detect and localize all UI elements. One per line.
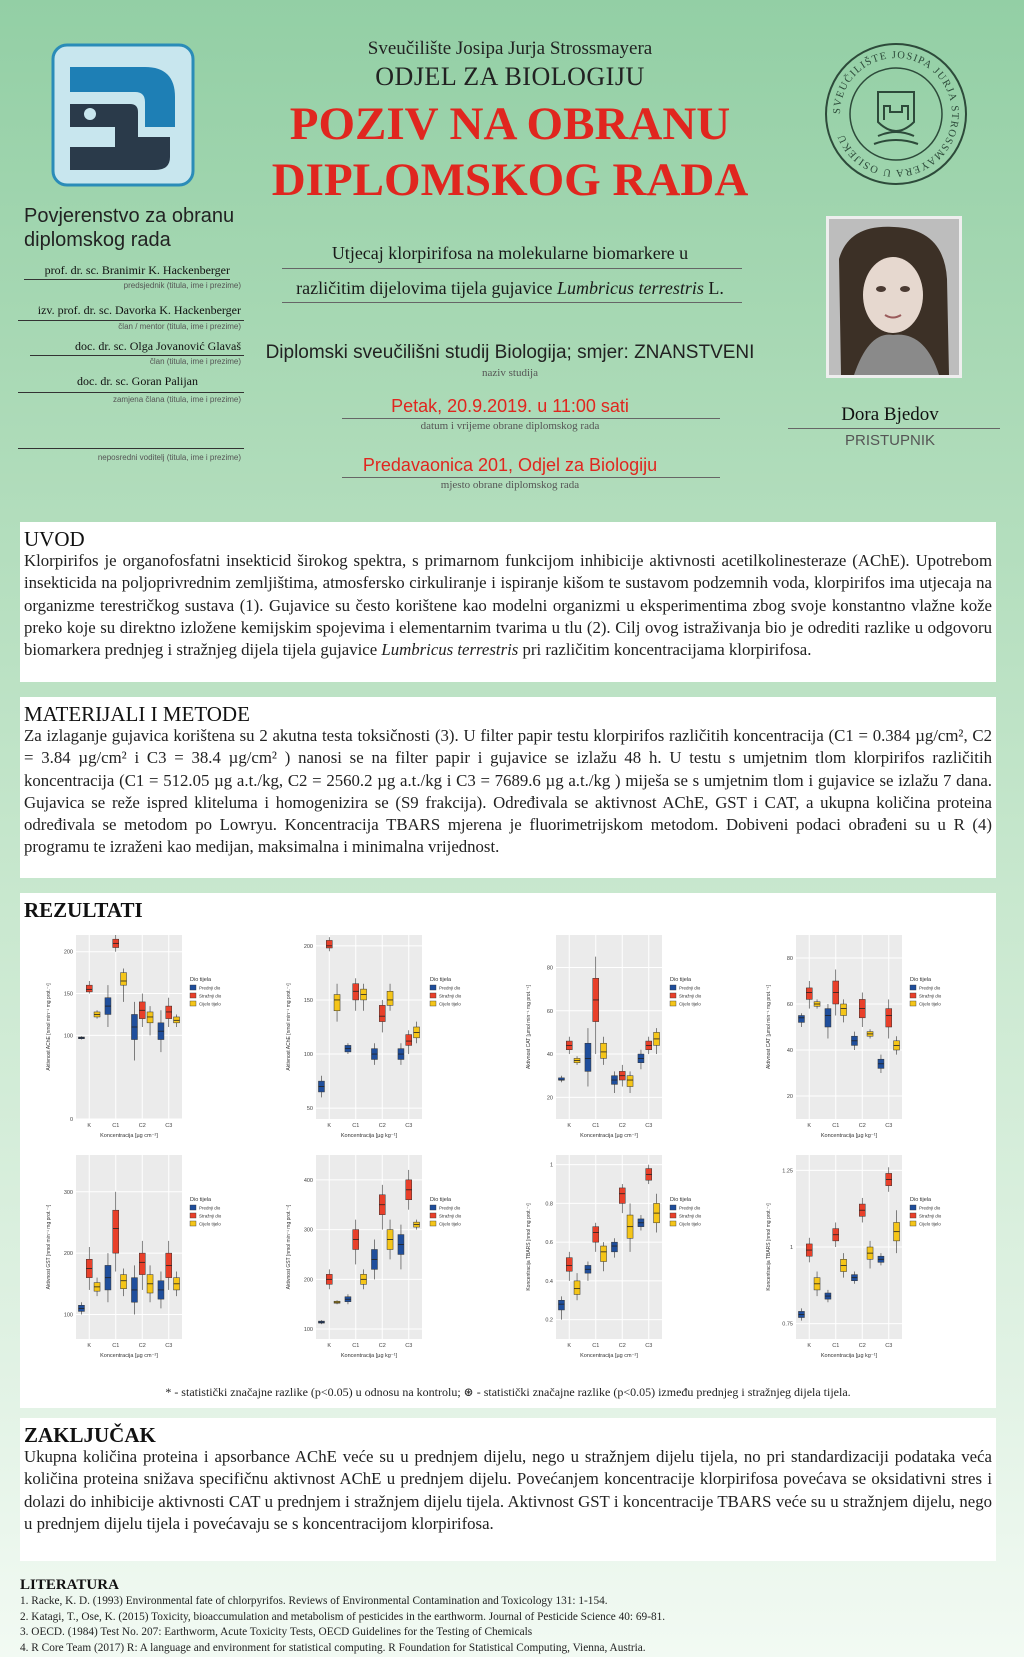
box (611, 1242, 617, 1252)
y-axis-label: Koncentracija TBARS [nmol mg prot.⁻¹] (766, 1203, 772, 1291)
chart-legend (670, 977, 702, 1007)
thesis-title-text: različitim dijelovima tijela gujavice (296, 278, 558, 298)
divider (18, 448, 244, 449)
x-tick-label: C1 (592, 1123, 600, 1129)
study-program: Diplomski sveučilišni studij Biologija; smjer: ZNANSTVENI (265, 342, 755, 363)
y-tick-label: 60 (546, 1008, 553, 1015)
section-text: Ukupna količina proteina i apsorbance AChE veće su u prednjem dijelu, nego u stražnjem dijelu tijela, no pri standardizaciji podataka veća količina proteina snižava specifičnu aktivnost AChE u prednjem dijelu. Povećanjem koncentracije klorpirifosa povećava se oksidativni stres i dolazi do inhibicije aktivnosti CAT u prednjem i stražnjem dijelu tijela. Aktivnost GST i koncentracije TBARS veće su u stražnjem dijelu, nego u prednjem dijelu tijela i povećavaju se s koncentracijom klorpirifosa. (24, 1447, 992, 1533)
thesis-title-line1: Utjecaj klorpirifosa na molekularne biomarkere u (331, 243, 689, 263)
committee-member-role: zamjena člana (titula, ime i prezime) (112, 395, 241, 404)
legend-swatch (670, 1221, 676, 1226)
y-tick-label: 0.6 (545, 1240, 553, 1247)
legend-swatch (910, 1221, 916, 1226)
box (601, 1043, 607, 1058)
box (121, 973, 127, 986)
legend-label: Prednji dio (439, 1205, 461, 1211)
divider (24, 279, 230, 280)
y-tick-label: 1.25 (782, 1168, 793, 1175)
section-heading: LITERATURA (20, 1577, 119, 1593)
x-tick-label: C3 (885, 1343, 893, 1349)
y-tick-label: 20 (786, 1094, 793, 1100)
box (558, 1300, 564, 1310)
legend-label: Stražnji dio (679, 993, 702, 999)
x-tick-label: K (327, 1123, 332, 1129)
intro-text: Klorpirifos je organofosfatni insekticid širokog spektra, s primarnom funkcijom inhibicije aktivnosti acetilkolinesteraze (AChE). Upotrebom insekticida na poljoprivrednim zemljištima, atmosfersko cirkuliranje i ispiranje kišom te sustavom podzemnih voda, klorpirifos ima utjecaja na organizme terestričkog sustava (1). Gujavice su često korištene kao modelni organizmi u eksperimentima zbog svoje konstantno vlažne kože preko koje su direktno izložene kemijskim spojevima i elementarnim tvarima u tlu (2). Cilj ovog istraživanja bio je odrediti razlike u odgovoru biomarkera prednjeg i stražnjeg dijela tijela gujavice (24, 551, 992, 660)
legend-swatch (190, 1001, 196, 1006)
committee-member-role: član (titula, ime i prezime) (149, 357, 241, 366)
legend-swatch (430, 1001, 436, 1006)
legend-label: Prednji dio (199, 1205, 221, 1211)
divider (18, 392, 244, 393)
legend-title: Dio tijela (670, 977, 692, 983)
legend-label: Prednji dio (199, 985, 221, 991)
committee-list (18, 258, 244, 468)
legend-swatch (670, 993, 676, 998)
box (326, 940, 332, 948)
y-tick-label: 40 (546, 1052, 553, 1059)
x-tick-label: C3 (405, 1343, 413, 1349)
box (86, 985, 92, 992)
legend-label: Cijelo tijelo (439, 1001, 461, 1007)
legend-label: Prednji dio (919, 1205, 941, 1211)
introduction-section (20, 522, 996, 682)
legend-label: Stražnji dio (439, 1213, 462, 1219)
legend-title: Dio tijela (670, 1197, 692, 1203)
box (406, 1035, 412, 1046)
chart-legend (670, 1197, 702, 1227)
y-tick-label: 200 (303, 1277, 313, 1284)
x-tick-label: C1 (592, 1343, 600, 1349)
legend-swatch (190, 1221, 196, 1226)
department-logo (50, 42, 196, 188)
chart-legend (190, 977, 222, 1007)
box (627, 1076, 633, 1087)
box (334, 995, 340, 1011)
section-heading: MATERIJALI I METODE (24, 702, 250, 726)
legend-swatch (670, 1001, 676, 1006)
reference-item: 1. Racke, K. D. (1993) Environmental fate of chlorpyrifos. Reviews of Environmental Contamination and Toxicology 131: 1-154. (20, 1595, 608, 1607)
divider (788, 428, 1000, 429)
legend-label: Cijelo tijelo (679, 1001, 701, 1007)
legend-label: Cijelo tijelo (439, 1221, 461, 1227)
y-tick-label: 100 (63, 1312, 73, 1319)
x-tick-label: C3 (645, 1123, 653, 1129)
y-axis-label: Aktivnost GST [nmol min⁻¹ mg prot.⁻¹] (286, 1204, 292, 1290)
legend-title: Dio tijela (190, 1197, 212, 1203)
boxplot-chart (270, 923, 498, 1155)
section-heading: UVOD (24, 527, 85, 551)
y-tick-label: 0.2 (545, 1317, 553, 1324)
legend-swatch (910, 1213, 916, 1218)
y-tick-label: 0.8 (545, 1201, 553, 1208)
x-axis-label: Koncentracija [µg cm⁻²] (580, 1353, 638, 1359)
legend-swatch (430, 1213, 436, 1218)
x-tick-label: K (87, 1343, 92, 1349)
legend-label: Stražnji dio (199, 993, 222, 999)
legend-swatch (910, 1205, 916, 1210)
legend-swatch (430, 1205, 436, 1210)
legend-title: Dio tijela (190, 977, 212, 983)
chart-legend (910, 977, 942, 1007)
x-axis-label: Koncentracija [µg cm⁻²] (580, 1133, 638, 1139)
x-tick-label: C3 (645, 1343, 653, 1349)
legend-swatch (190, 1213, 196, 1218)
x-tick-label: C2 (138, 1123, 146, 1129)
section-heading: ZAKLJUČAK (24, 1423, 156, 1447)
x-tick-label: C2 (378, 1343, 386, 1349)
x-tick-label: K (567, 1123, 572, 1129)
plot-panel (76, 1155, 182, 1339)
thesis-title-line2 (260, 278, 760, 299)
committee-member-name: doc. dr. sc. Goran Palijan (77, 374, 198, 388)
boxplot-chart (270, 1143, 498, 1375)
box (886, 1009, 892, 1027)
committee-member-role: predsjednik (titula, ime i prezime) (123, 281, 241, 290)
legend-swatch (670, 1213, 676, 1218)
legend-label: Cijelo tijelo (199, 1221, 221, 1227)
species-name: Lumbricus terrestris (381, 640, 519, 660)
y-tick-label: 1 (789, 1245, 793, 1251)
legend-swatch (910, 1001, 916, 1006)
study-caption: naziv studija (482, 367, 538, 379)
x-tick-label: C2 (618, 1123, 626, 1129)
y-axis-label: Aktivnost GST [nmol min⁻¹ mg prot.⁻¹] (46, 1204, 52, 1290)
boxplot-chart (510, 923, 738, 1155)
y-tick-label: 200 (303, 943, 313, 950)
y-tick-label: 0.4 (545, 1278, 553, 1285)
box (139, 1253, 145, 1274)
legend-title: Dio tijela (430, 1197, 452, 1203)
results-section (20, 893, 996, 1408)
legend-swatch (910, 985, 916, 990)
y-axis-label: Koncentracija TBARS [nmol mg prot.⁻¹] (526, 1203, 532, 1291)
y-tick-label: 60 (786, 1002, 793, 1008)
results-footnote: * - statistički značajne razlike (p<0.05) u odnosu na kontrolu; ⊛ - statistički značajne razlike (p<0.05) između prednjeg i stražnjeg dijela tijela. (165, 1385, 851, 1399)
x-tick-label: K (567, 1343, 572, 1349)
legend-label: Prednji dio (679, 985, 701, 991)
conclusion-section (20, 1418, 996, 1561)
y-tick-label: 50 (306, 1106, 313, 1113)
datetime-caption: datum i vrijeme obrane diplomskog rada (420, 420, 600, 432)
legend-title: Dio tijela (910, 1197, 932, 1203)
y-tick-label: 100 (63, 1033, 73, 1040)
section-text: Za izlaganje gujavica korištena su 2 akutna testa toksičnosti (3). U filter papir testu klorpirifos različitih koncentracija (C1 = 0.384 µg/cm², C2 = 3.84 µg/cm² i C3 = 38.4 µg/cm² ) nanosi se na filter papir i gujavice se izlažu 48 h. U testu s umjetnim tlom klorpirifos različitih koncentracija (C1 = 512.05 µg a.t./kg, C2 = 2560.2 µg a.t./kg i C3 = 7689.6 µg a.t./kg ) miješa se s umjetnim tlom i gujavice se izlažu 7 dana. Gujavica se reže ispred kliteluma i homogenizira se (S9 frakcija). Određivala se aktivnost AChE, GST i CAT, a ukupna količina proteina određivala se metodom po Lowryu. Koncentracija TBARS mjerena je fluorimetrijskom metodom. Dobiveni podaci obrađeni su u R (4) programu te izraženi kao medijan, maksimalna i minimalna vrijednost. (24, 726, 992, 857)
x-tick-label: K (807, 1123, 812, 1129)
x-tick-label: C1 (832, 1343, 840, 1349)
species-name: Lumbricus terrestris (557, 278, 704, 298)
x-tick-label: K (807, 1343, 812, 1349)
x-tick-label: C3 (885, 1123, 893, 1129)
plot-panel (556, 935, 662, 1119)
thesis-title-text: L. (703, 278, 724, 298)
place-caption: mjesto obrane diplomskog rada (440, 479, 580, 491)
legend-swatch (430, 985, 436, 990)
plot-panel (316, 935, 422, 1119)
x-tick-label: C1 (352, 1343, 360, 1349)
methods-section (20, 697, 996, 878)
x-axis-label: Koncentracija [µg kg⁻¹] (820, 1133, 878, 1139)
section-text (24, 550, 992, 661)
box (353, 984, 359, 1000)
y-tick-label: 1 (549, 1162, 553, 1169)
legend-swatch (430, 1221, 436, 1226)
box (566, 1258, 572, 1272)
x-tick-label: C2 (858, 1343, 866, 1349)
divider (18, 320, 244, 321)
svg-text:SVEUČILIŠTE JOSIPA JURJA STROS (832, 50, 960, 178)
boxplot-chart (30, 1143, 258, 1375)
x-tick-label: C1 (112, 1343, 120, 1349)
reference-item: 2. Katagi, T., Ose, K. (2015) Toxicity, bioaccumulation and metabolism of pesticides in the earthworm. Journal of Pesticide Science 40: 69-81. (20, 1610, 666, 1623)
legend-swatch (910, 993, 916, 998)
y-axis-label: Aktivnost CAT [µmol min⁻¹ mg prot.⁻¹] (526, 984, 532, 1070)
x-tick-label: C2 (858, 1123, 866, 1129)
legend-label: Stražnji dio (679, 1213, 702, 1219)
legend-swatch (190, 1205, 196, 1210)
x-tick-label: K (87, 1123, 92, 1129)
y-tick-label: 80 (786, 956, 793, 962)
x-tick-label: C1 (352, 1123, 360, 1129)
legend-label: Stražnji dio (199, 1213, 222, 1219)
x-tick-label: C2 (378, 1123, 386, 1129)
legend-label: Stražnji dio (439, 993, 462, 999)
invite-title-line2: DIPLOMSKOG RADA (271, 154, 749, 206)
committee-member-name: izv. prof. dr. sc. Davorka K. Hackenberger (37, 303, 241, 317)
divider (342, 477, 720, 478)
committee-member-name: doc. dr. sc. Olga Jovanović Glavaš (75, 339, 241, 353)
box (147, 1012, 153, 1023)
committee-title: Povjerenstvo za obranu diplomskog rada (24, 205, 235, 251)
chart-legend (910, 1197, 942, 1227)
legend-label: Cijelo tijelo (679, 1221, 701, 1227)
legend-swatch (190, 993, 196, 998)
y-tick-label: 150 (303, 997, 313, 1004)
reference-list (20, 1594, 1010, 1656)
x-axis-label: Koncentracija [µg kg⁻¹] (340, 1353, 398, 1359)
y-tick-label: 200 (63, 949, 73, 956)
y-tick-label: 150 (63, 991, 73, 998)
section-heading: REZULTATI (24, 898, 143, 922)
x-tick-label: C1 (832, 1123, 840, 1129)
y-axis-label: Aktivnost AChE [nmol min⁻¹ mg prot.⁻¹] (286, 983, 292, 1071)
x-tick-label: C2 (138, 1343, 146, 1349)
divider (342, 418, 720, 419)
plot-panel (76, 935, 182, 1119)
divider (282, 268, 742, 269)
legend-label: Stražnji dio (919, 993, 942, 999)
invite-title-line1: POZIV NA OBRANU (289, 98, 731, 150)
box (825, 1009, 831, 1027)
x-tick-label: C1 (112, 1123, 120, 1129)
reference-item: 4. R Core Team (2017) R: A language and environment for statistical computing. R Foundation for Statistical Computing, Vienna, Austria. (20, 1641, 646, 1654)
x-axis-label: Koncentracija [µg kg⁻¹] (340, 1133, 398, 1139)
university-seal (822, 40, 970, 188)
y-tick-label: 100 (303, 1052, 313, 1059)
y-tick-label: 0 (69, 1117, 73, 1123)
y-tick-label: 100 (303, 1327, 313, 1334)
committee-member-role: neposredni voditelj (titula, ime i prezime) (97, 453, 241, 462)
box (585, 1043, 591, 1071)
references-section (20, 1577, 1010, 1656)
department-name: ODJEL ZA BIOLOGIJU (375, 62, 645, 91)
y-tick-label: 300 (63, 1189, 73, 1196)
y-tick-label: 200 (63, 1251, 73, 1258)
x-tick-label: C3 (165, 1343, 173, 1349)
x-axis-label: Koncentracija [µg cm⁻²] (100, 1133, 158, 1139)
box (379, 1005, 385, 1021)
legend-swatch (190, 985, 196, 990)
box (798, 1016, 804, 1023)
y-tick-label: 0.75 (782, 1321, 793, 1328)
committee-member-name: prof. dr. sc. Branimir K. Hackenberger (44, 263, 230, 277)
legend-label: Cijelo tijelo (919, 1001, 941, 1007)
reference-item: 3. OECD. (1984) Test No. 207: Earthworm, Acute Toxicity Tests, OECD Guidelines for the Testing of Chemicals (20, 1626, 533, 1639)
box (113, 1210, 119, 1253)
box (166, 1006, 172, 1019)
candidate-name: Dora Bjedov (841, 404, 939, 425)
box (387, 991, 393, 1005)
x-tick-label: C2 (618, 1343, 626, 1349)
legend-label: Cijelo tijelo (199, 1001, 221, 1007)
legend-label: Stražnji dio (919, 1213, 942, 1219)
x-tick-label: K (327, 1343, 332, 1349)
boxplot-chart (510, 1143, 738, 1375)
box (574, 1281, 580, 1295)
portrait-image (829, 219, 959, 375)
y-tick-label: 400 (303, 1177, 313, 1184)
box (841, 1004, 847, 1016)
legend-title: Dio tijela (910, 977, 932, 983)
y-axis-label: Aktivnost AChE [nmol min⁻¹ mg prot.⁻¹] (46, 983, 52, 1071)
boxplot-chart (30, 923, 258, 1155)
university-name: Sveučilište Josipa Jurja Strossmayera (367, 38, 653, 59)
x-axis-label: Koncentracija [µg kg⁻¹] (820, 1353, 878, 1359)
legend-swatch (670, 1205, 676, 1210)
seal-text: SVEUČILIŠTE JOSIPA JURJA STROSSMAYERA U OSIJEKU (831, 49, 961, 179)
box (121, 1275, 127, 1289)
boxplot-chart (750, 923, 978, 1155)
box (593, 1227, 599, 1242)
legend-label: Prednji dio (439, 985, 461, 991)
box (174, 1017, 180, 1023)
legend-title: Dio tijela (430, 977, 452, 983)
y-tick-label: 40 (786, 1048, 793, 1054)
legend-swatch (430, 993, 436, 998)
box (619, 1188, 625, 1203)
candidate-photo (826, 216, 962, 378)
candidate-caption: PRISTUPNIK (844, 432, 935, 449)
legend-swatch (670, 985, 676, 990)
legend-label: Prednji dio (919, 985, 941, 991)
y-tick-label: 300 (303, 1227, 313, 1234)
divider (282, 302, 742, 303)
boxplot-chart (750, 1143, 978, 1375)
x-tick-label: C3 (165, 1123, 173, 1129)
y-tick-label: 20 (546, 1095, 553, 1102)
y-axis-label: Aktivnost CAT [µmol min⁻¹ mg prot.⁻¹] (766, 984, 772, 1070)
committee-member-role: član / mentor (titula, ime i prezime) (118, 322, 241, 331)
x-tick-label: C3 (405, 1123, 413, 1129)
defense-place: Predavaonica 201, Odjel za Biologiju (362, 455, 658, 475)
defense-datetime: Petak, 20.9.2019. u 11:00 sati (391, 396, 629, 416)
divider (30, 355, 244, 356)
legend-label: Cijelo tijelo (919, 1221, 941, 1227)
plot-panel (556, 1155, 662, 1339)
intro-text: pri različitim koncentracijama klorpirifosa. (518, 640, 812, 660)
chart-legend (430, 977, 462, 1007)
chart-legend (190, 1197, 222, 1227)
y-tick-label: 80 (546, 965, 553, 972)
x-axis-label: Koncentracija [µg cm⁻²] (100, 1353, 158, 1359)
box (806, 988, 812, 1000)
legend-label: Prednji dio (679, 1205, 701, 1211)
chart-legend (430, 1197, 462, 1227)
box (601, 1246, 607, 1261)
